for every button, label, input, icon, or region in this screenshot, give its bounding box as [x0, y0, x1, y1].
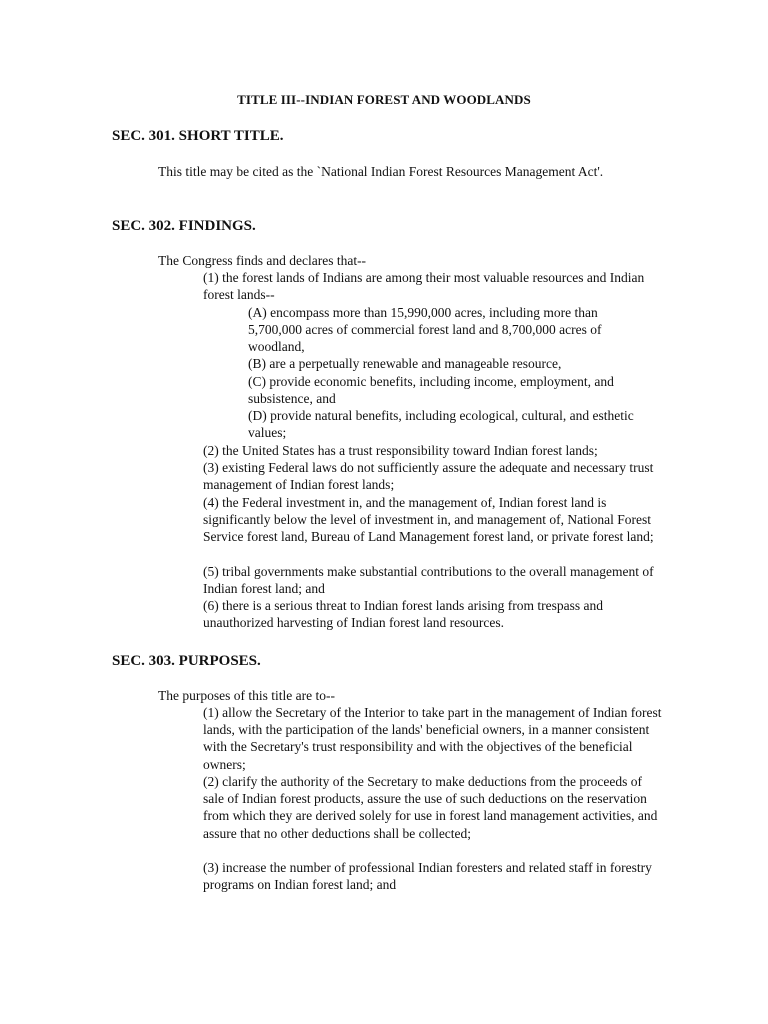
section-302-item-5: (5) tribal governments make substantial contributions to the overall management of Indian forest land; and: [203, 564, 654, 597]
section-303-item-1: (1) allow the Secretary of the Interior to take part in the management of Indian forest lands, with the participation of the lands' beneficial owners, in a manner consistent with the Secretary's trust responsibility and with the objectives of the beneficial owners;: [203, 705, 662, 772]
section-302-item-1d: (D) provide natural benefits, including ecological, cultural, and esthetic values;: [248, 408, 634, 441]
section-302-item-4: (4) the Federal investment in, and the management of, Indian forest land is significantly below the level of investment in, and management of, National Forest Service forest land, Bureau of Land Management forest land, or private forest land;: [203, 495, 654, 545]
section-302-item-1c: (C) provide economic benefits, including income, employment, and subsistence, and: [248, 374, 614, 407]
section-303-heading: SEC. 303. PURPOSES.: [112, 653, 261, 669]
section-302-item-1: (1) the forest lands of Indians are among their most valuable resources and Indian forest lands--: [203, 270, 645, 303]
section-302-intro: The Congress finds and declares that--: [158, 253, 367, 268]
section-302-item-3: (3) existing Federal laws do not sufficiently assure the adequate and necessary trust management of Indian forest lands;: [203, 460, 654, 493]
section-302-heading: SEC. 302. FINDINGS.: [112, 218, 256, 234]
section-303-intro: The purposes of this title are to--: [158, 688, 335, 703]
section-302-item-6: (6) there is a serious threat to Indian forest lands arising from trespass and unauthorized harvesting of Indian forest land resources.: [203, 598, 604, 631]
section-302-item-1b: (B) are a perpetually renewable and manageable resource,: [248, 356, 562, 371]
section-303-item-2: (2) clarify the authority of the Secretary to make deductions from the proceeds of sale of Indian forest products, assure the use of such deductions on the reservation from which they are derived solely for use in forest land management activities, and assure that no other deductions shall be collected;: [203, 774, 658, 841]
section-301-heading: SEC. 301. SHORT TITLE.: [112, 128, 284, 144]
section-302-item-2: (2) the United States has a trust responsibility toward Indian forest lands;: [203, 443, 598, 458]
document-title: TITLE III--INDIAN FOREST AND WOODLANDS: [237, 92, 531, 107]
section-301-text: This title may be cited as the `National Indian Forest Resources Management Act'.: [158, 164, 604, 179]
section-302-item-1a: (A) encompass more than 15,990,000 acres, including more than 5,700,000 acres of commercial forest land and 8,700,000 acres of woodland,: [248, 305, 602, 355]
section-303-item-3: (3) increase the number of professional Indian foresters and related staff in forestry programs on Indian forest land; and: [203, 860, 652, 893]
